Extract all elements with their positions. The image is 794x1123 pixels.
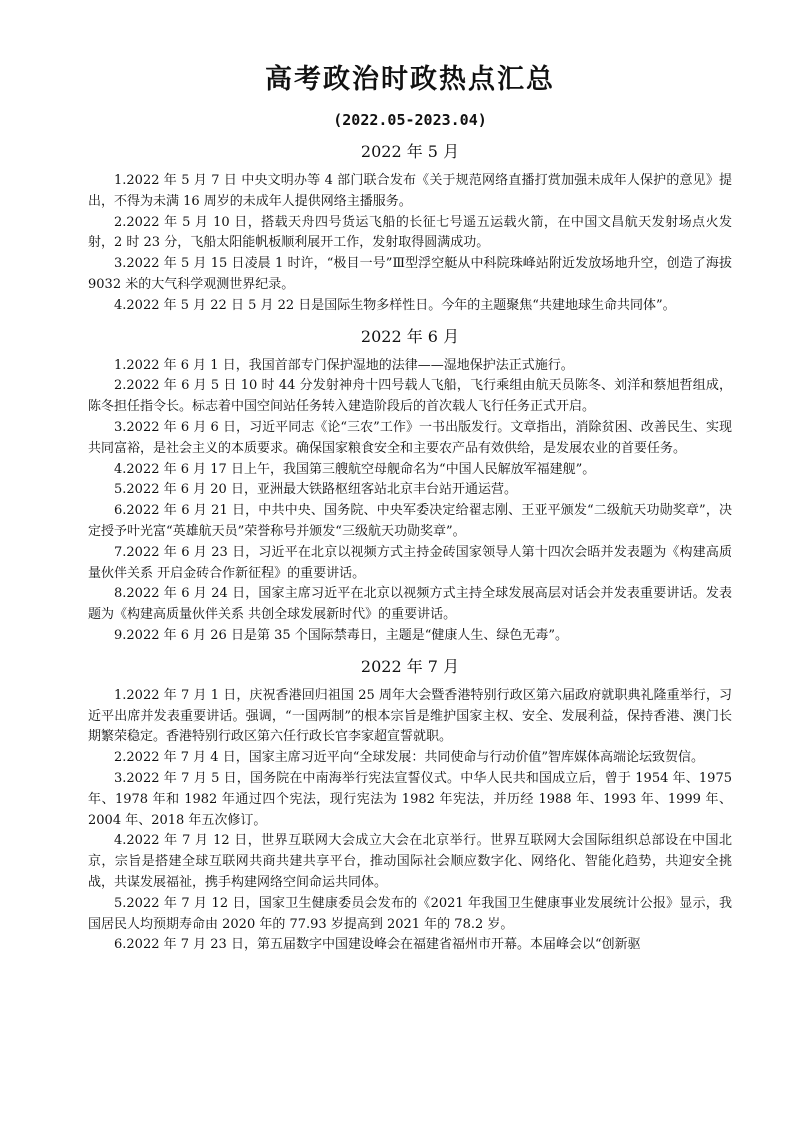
news-item: 1.2022 年 6 月 1 日，我国首部专门保护湿地的法律——湿地保护法正式施行。 xyxy=(114,357,574,373)
news-item: 1.2022 年 7 月 1 日，庆祝香港回归祖国 25 周年大会暨香港特别行政区第六届政府就职典礼隆重举行，习近平出席并发表重要讲话。强调，“一国两制”的根本宗旨是维护国家主权、安全、发展利益，保持香港、澳门长期繁荣稳定。香港特别行政区第六任行政长官李家超宣誓就职。 xyxy=(88,687,732,745)
news-item: 5.2022 年 6 月 20 日，亚洲最大铁路枢纽客站北京丰台站开通运营。 xyxy=(114,482,517,498)
news-item: 2.2022 年 7 月 4 日，国家主席习近平向“全球发展：共同使命与行动价值”智库媒体高端论坛致贺信。 xyxy=(114,750,704,766)
news-item: 5.2022 年 7 月 12 日，国家卫生健康委员会发布的《2021 年我国卫生健康事业发展统计公报》显示，我国居民人均预期寿命由 2020 年的 77.93 岁提高到 2021 年的 78.2 岁。 xyxy=(88,895,732,932)
news-item: 4.2022 年 7 月 12 日，世界互联网大会成立大会在北京举行。世界互联网大会国际组织总部设在中国北京，宗旨是搭建全球互联网共商共建共享平台，推动国际社会顺应数字化、网络化、智能化趋势，共迎安全挑战，共谋发展福祉，携手构建网络空间命运共同体。 xyxy=(88,833,732,890)
document-title: 高考政治时政热点汇总 xyxy=(265,64,555,95)
news-item: 4.2022 年 5 月 22 日 5 月 22 日是国际生物多样性日。今年的主题聚焦“共建地球生命共同体”。 xyxy=(114,297,676,313)
news-item: 6.2022 年 6 月 21 日，中共中央、国务院、中央军委决定给翟志刚、王亚平颁发“二级航天功勋奖章”，决定授予叶光富“英雄航天员”荣誉称号并颁发“三级航天功勋奖章”。 xyxy=(88,503,732,539)
news-item: 3.2022 年 5 月 15 日凌晨 1 时许，“极目一号”Ⅲ型浮空艇从中科院珠峰站附近发放场地升空，创造了海拔 9032 米的大气科学观测世界纪录。 xyxy=(88,256,732,292)
section-heading: 2022 年 6 月 xyxy=(360,326,460,346)
news-item: 9.2022 年 6 月 26 日是第 35 个国际禁毒日，主题是“健康人生、绿色无毒”。 xyxy=(114,627,569,643)
news-item: 8.2022 年 6 月 24 日，国家主席习近平在北京以视频方式主持全球发展高层对话会并发表重要讲话。发表题为《构建高质量伙伴关系 共创全球发展新时代》的重要讲话。 xyxy=(88,586,732,623)
news-item: 4.2022 年 6 月 17 日上午，我国第三艘航空母舰命名为“中国人民解放军福建舰”。 xyxy=(114,461,596,477)
news-item: 3.2022 年 7 月 5 日，国务院在中南海举行宪法宣誓仪式。中华人民共和国成立后，曾于 1954 年、1975 年、1978 年和 1982 年通过四个宪法，现行宪法为 1982 年宪法，并历经 1988 年、1993 年、1999 年、2004 年、2018 年五次修订。 xyxy=(88,770,732,828)
news-item: 7.2022 年 6 月 23 日，习近平在北京以视频方式主持金砖国家领导人第十四次会晤并发表题为《构建高质量伙伴关系 开启金砖合作新征程》的重要讲话。 xyxy=(88,544,732,581)
section-2022-07 xyxy=(88,656,732,956)
news-item: 2.2022 年 6 月 5 日 10 时 44 分发射神舟十四号载人飞船，飞行乘组由航天员陈冬、刘洋和蔡旭哲组成，陈冬担任指令长。标志着中国空间站任务转入建造阶段后的首次载人飞行任务正式开启。 xyxy=(88,378,732,415)
news-item: 1.2022 年 5 月 7 日 中央文明办等 4 部门联合发布《关于规范网络直播打赏加强未成年人保护的意见》提出，不得为未满 16 周岁的未成年人提供网络主播服务。 xyxy=(88,173,732,209)
section-2022-06 xyxy=(88,326,732,647)
section-heading: 2022 年 7 月 xyxy=(360,656,460,676)
news-item: 3.2022 年 6 月 6 日，习近平同志《论“三农”工作》一书出版发行。文章指出，消除贫困、改善民生、实现共同富裕，是社会主义的本质要求。确保国家粮食安全和主要农产品有效供给，是发展农业的首要任务。 xyxy=(88,419,732,456)
section-2022-05 xyxy=(88,141,732,317)
news-item: 6.2022 年 7 月 23 日，第五届数字中国建设峰会在福建省福州市开幕。本届峰会以“创新驱 xyxy=(114,937,641,953)
section-heading: 2022 年 5 月 xyxy=(360,142,460,161)
document-subtitle: (2022.05-2023.04) xyxy=(333,111,487,129)
news-item: 2.2022 年 5 月 10 日，搭载天舟四号货运飞船的长征七号遥五运载火箭，在中国文昌航天发射场点火发射，2 时 23 分，飞船太阳能帆板顺利展开工作，发射取得圆满成功。 xyxy=(88,214,732,251)
